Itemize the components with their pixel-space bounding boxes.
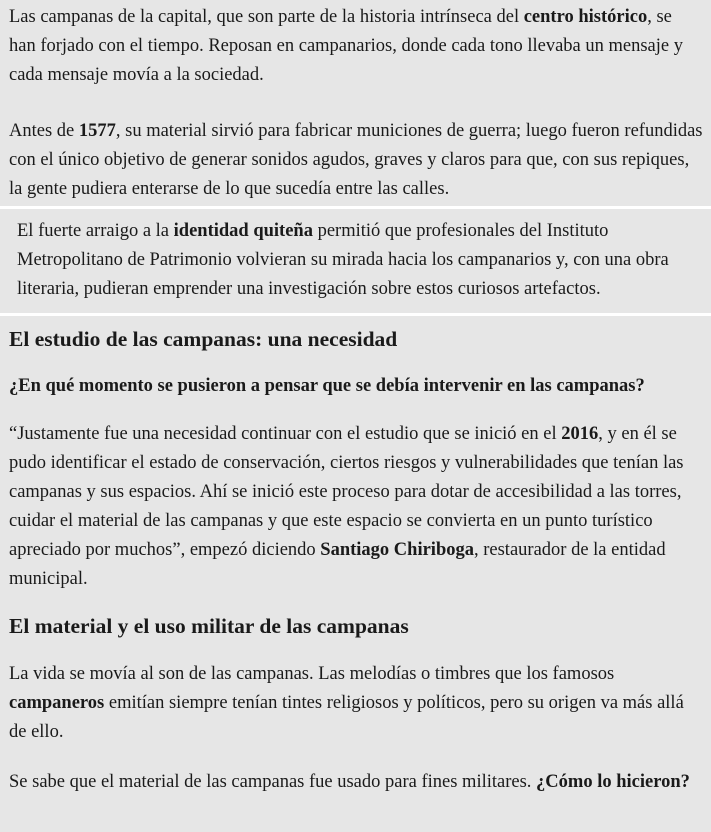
- bold-term-centro-historico: centro histórico: [523, 7, 648, 27]
- text-span: , se han forjado con el tiempo. Reposan en campanarios, donde cada tono llevaba un mensaje y cada mensaje movía a la sociedad.: [9, 7, 683, 85]
- intro-block: [0, 0, 711, 206]
- intro-paragraph-2: [9, 117, 703, 204]
- section-heading-material: El material y el uso militar de las campanas: [9, 614, 409, 638]
- section-heading-estudio: El estudio de las campanas: una necesidad: [9, 327, 398, 351]
- bold-question-como-lo-hicieron: ¿Cómo lo hicieron?: [536, 772, 690, 792]
- intro-paragraph-1: [9, 3, 703, 90]
- bold-year-1577: 1577: [78, 121, 116, 141]
- bold-term-identidad-quitena: identidad quiteña: [173, 221, 313, 241]
- interview-block: [0, 316, 711, 832]
- text-span: Antes de: [9, 121, 79, 141]
- text-span: , y en él se pudo identificar el estado de conservación, ciertos riesgos y vulnerabilidades que tenían las campanas y sus espacios. Ahí se inició este proceso para dotar de accesibilidad a las torres, cuidar el material de las campanas y que este espacio se convierta en un punto turístico apreciado por muchos”, empezó diciendo: [9, 424, 684, 560]
- interview-question: ¿En qué momento se pusieron a pensar que se debía intervenir en las campanas?: [9, 376, 645, 396]
- text-span: “Justamente fue una necesidad continuar con el estudio que se inició en el: [9, 424, 562, 444]
- text-span: La vida se movía al son de las campanas. Las melodías o timbres que los famosos: [9, 664, 615, 684]
- paragraph-se-sabe: [9, 768, 703, 797]
- bold-term-campaneros: campaneros: [9, 693, 105, 713]
- highlight-paragraph: [17, 217, 703, 304]
- text-span: Las campanas de la capital, que son parte de la historia intrínseca del: [9, 7, 524, 27]
- quote-paragraph: [9, 420, 703, 594]
- paragraph-vida: [9, 660, 703, 747]
- text-span: emitían siempre tenían tintes religiosos y políticos, pero su origen va más allá de ello.: [9, 693, 684, 742]
- text-span: permitió que profesionales del Instituto Metropolitano de Patrimonio volvieran su mirada hacia los campanarios y, con una obra literaria, pudieran emprender una investigación sobre estos curiosos artefactos.: [17, 221, 669, 299]
- text-span: Se sabe que el material de las campanas fue usado para fines militares.: [9, 772, 537, 792]
- bold-name-santiago-chiriboga: Santiago Chiriboga: [320, 540, 474, 560]
- text-span: El fuerte arraigo a la: [17, 221, 174, 241]
- text-span: , restaurador de la entidad municipal.: [9, 540, 666, 589]
- bold-year-2016: 2016: [561, 424, 599, 444]
- text-span: , su material sirvió para fabricar municiones de guerra; luego fueron refundidas con el único objetivo de generar sonidos agudos, graves y claros para que, con sus repiques, la gente pudiera enterarse de lo que sucedía entre las calles.: [9, 121, 703, 199]
- highlight-block: [0, 209, 711, 313]
